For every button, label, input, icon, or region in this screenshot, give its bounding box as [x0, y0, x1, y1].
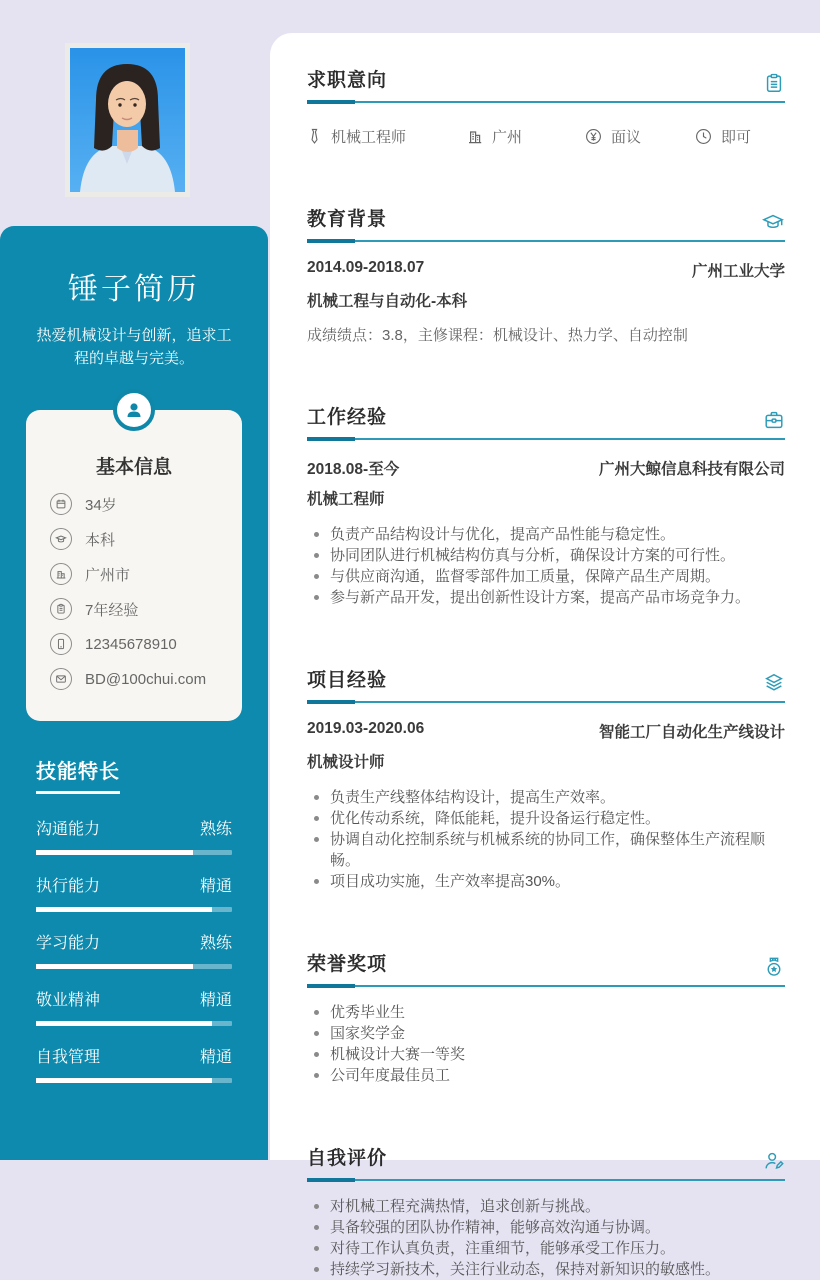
- bullet-item: 机械设计大赛一等奖: [307, 1044, 785, 1065]
- skills-list: [36, 816, 232, 1083]
- skill-level: 精通: [199, 1049, 232, 1066]
- skill-item: [36, 873, 232, 912]
- salary-icon: [585, 128, 602, 145]
- skill-level: 熟练: [199, 821, 232, 838]
- bullet-item: 与供应商沟通，监督零部件加工质量，保障产品生产周期。: [307, 566, 785, 587]
- bullet-item: 公司年度最佳员工: [307, 1065, 785, 1086]
- education-detail: 成绩绩点：3.8，主修课程：机械设计、热力学、自动控制: [307, 327, 688, 344]
- skill-bar-track: [36, 1021, 232, 1026]
- job-intention-label: 广州: [492, 129, 523, 146]
- bullet-item: 优化传动系统，降低能耗，提升设备运行稳定性。: [307, 808, 785, 829]
- job-intention-item: [467, 126, 585, 147]
- bullet-item: 协同团队进行机械结构仿真与分析，确保设计方案的可行性。: [307, 545, 785, 566]
- building-icon: [467, 129, 483, 145]
- main-panel: [270, 33, 820, 1278]
- section-title: 荣誉奖项: [307, 954, 388, 975]
- section-title: 求职意向: [307, 70, 388, 91]
- bullet-item: 负责生产线整体结构设计，提高生产效率。: [307, 787, 785, 808]
- education-school: 广州工业大学: [691, 263, 785, 280]
- basic-info-text: 12345678910: [85, 635, 177, 653]
- basic-info-card: [26, 410, 242, 721]
- skill-level: 精通: [199, 878, 232, 895]
- evaluation-bullets: [307, 1196, 785, 1280]
- degree-icon: [50, 528, 72, 550]
- job-intention-item: [307, 126, 467, 147]
- bullet-item: 具备较强的团队协作精神，能够高效沟通与协调。: [307, 1217, 785, 1238]
- resume-name: 锤子简历: [68, 273, 200, 306]
- honors-bullets: [307, 1002, 785, 1086]
- education-period: 2014.09-2018.07: [307, 259, 425, 276]
- basic-info-item: [50, 598, 242, 620]
- skill-name: 敬业精神: [36, 992, 101, 1009]
- clipboard-icon: [763, 72, 785, 94]
- section-title: 教育背景: [307, 209, 388, 230]
- skill-bar-fill: [36, 850, 193, 855]
- project-name: 智能工厂自动化生产线设计: [598, 724, 785, 741]
- user-edit-icon: [763, 1150, 785, 1172]
- bullet-item: 对待工作认真负责，注重细节，能够承受工作压力。: [307, 1238, 785, 1259]
- bullet-item: 项目成功实施，生产效率提高30%。: [307, 871, 785, 892]
- experience-icon: [50, 598, 72, 620]
- graduation-cap-icon: [761, 211, 785, 233]
- person-icon: [113, 389, 155, 431]
- layers-icon: [763, 672, 785, 694]
- basic-info-list: [26, 493, 242, 690]
- bullet-item: 参与新产品开发，提出创新性设计方案，提高产品市场竞争力。: [307, 587, 785, 608]
- skill-level: 精通: [199, 992, 232, 1009]
- bullet-item: 对机械工程充满热情，追求创新与挑战。: [307, 1196, 785, 1217]
- work-period: 2018.08-至今: [307, 461, 400, 478]
- skill-bar-fill: [36, 907, 212, 912]
- job-intention-items: [307, 126, 785, 147]
- basic-info-text: 本科: [85, 531, 116, 549]
- job-intention-item: [585, 126, 695, 147]
- tie-icon: [307, 128, 322, 145]
- skill-bar-fill: [36, 964, 193, 969]
- basic-info-text: BD@100chui.com: [85, 670, 207, 688]
- basic-info-title: 基本信息: [95, 457, 172, 478]
- section-job-intention: [307, 65, 785, 147]
- portrait-image: [70, 48, 185, 192]
- section-title: 工作经验: [307, 407, 388, 428]
- resume-tagline: 热爱机械设计与创新，追求工程的卓越与完美。: [36, 327, 232, 367]
- section-honors: [307, 949, 785, 1086]
- profile-photo: [65, 43, 190, 197]
- basic-info-item: [50, 493, 242, 515]
- phone-icon: [50, 633, 72, 655]
- bullet-item: 协调自动化控制系统与机械系统的协同工作，确保整体生产流程顺畅。: [307, 829, 785, 871]
- skill-bar-track: [36, 907, 232, 912]
- skill-name: 学习能力: [36, 935, 101, 952]
- job-intention-item: [695, 126, 751, 147]
- section-education: [307, 204, 785, 345]
- skill-bar-fill: [36, 1078, 212, 1083]
- skill-bar-track: [36, 1078, 232, 1083]
- skill-name: 沟通能力: [36, 821, 101, 838]
- basic-info-item: [50, 668, 242, 690]
- basic-info-item: [50, 563, 242, 585]
- skill-name: 自我管理: [36, 1049, 101, 1066]
- medal-icon: [763, 956, 785, 978]
- sidebar: [0, 226, 268, 1160]
- education-major: 机械工程与自动化-本科: [307, 293, 468, 310]
- skill-bar-fill: [36, 1021, 212, 1026]
- section-work-experience: [307, 402, 785, 608]
- basic-info-text: 7年经验: [85, 601, 139, 619]
- job-intention-label: 面议: [611, 129, 642, 146]
- job-intention-label: 即可: [721, 129, 752, 146]
- skill-item: [36, 816, 232, 855]
- work-role: 机械工程师: [307, 491, 385, 508]
- section-self-evaluation: [307, 1143, 785, 1280]
- skill-name: 执行能力: [36, 878, 101, 895]
- basic-info-text: 广州市: [85, 566, 131, 584]
- project-bullets: [307, 787, 785, 892]
- skills-title: 技能特长: [36, 755, 120, 794]
- city-icon: [50, 563, 72, 585]
- briefcase-icon: [763, 409, 785, 431]
- section-project-experience: [307, 665, 785, 892]
- basic-info-item: [50, 633, 242, 655]
- section-title: 自我评价: [307, 1148, 388, 1169]
- bullet-item: 优秀毕业生: [307, 1002, 785, 1023]
- skill-item: [36, 987, 232, 1026]
- skill-bar-track: [36, 850, 232, 855]
- skill-item: [36, 930, 232, 969]
- section-title: 项目经验: [307, 670, 388, 691]
- skill-level: 熟练: [199, 935, 232, 952]
- email-icon: [50, 668, 72, 690]
- project-role: 机械设计师: [307, 754, 385, 771]
- bullet-item: 国家奖学金: [307, 1023, 785, 1044]
- bullet-item: 负责产品结构设计与优化，提高产品性能与稳定性。: [307, 524, 785, 545]
- job-intention-label: 机械工程师: [331, 129, 407, 146]
- skills-section: [36, 755, 232, 1083]
- basic-info-item: [50, 528, 242, 550]
- work-bullets: [307, 524, 785, 608]
- skill-bar-track: [36, 964, 232, 969]
- bullet-item: 持续学习新技术，关注行业动态，保持对新知识的敏感性。: [307, 1259, 785, 1280]
- calendar-icon: [50, 493, 72, 515]
- skill-item: [36, 1044, 232, 1083]
- basic-info-text: 34岁: [85, 496, 117, 514]
- project-period: 2019.03-2020.06: [307, 720, 425, 737]
- clock-icon: [695, 128, 712, 145]
- work-company: 广州大鲸信息科技有限公司: [598, 461, 785, 478]
